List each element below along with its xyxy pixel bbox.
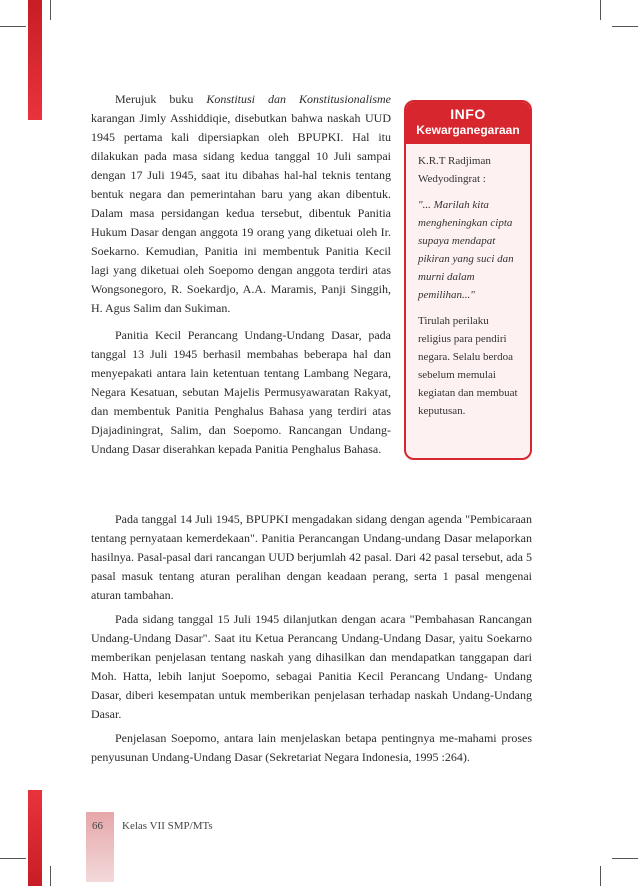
info-quote: "... Marilah kita mengheningkan cipta supaya mendapat pikiran yang suci dan murni dalam pemilihan..." — [418, 199, 514, 301]
crop-mark — [612, 858, 638, 859]
book-title: Konstitusi dan Konstitusionalisme — [206, 92, 391, 106]
info-box — [404, 100, 532, 460]
crop-mark — [600, 0, 601, 20]
body-paragraph — [91, 90, 391, 318]
body-paragraph: Pada sidang tanggal 15 Juli 1945 dilanjutkan dengan acara "Pembahasan Rancangan Undang-Undang Dasar". Saat itu Ketua Perancang Undang-Undang Dasar, yaitu Soekarno memberikan penjelasan tentang naskah yang dihasilkan dan mendapatkan tanggapan dari Moh. Hatta, lebih lanjut Soepomo, sebagai Panitia Kecil Perancang Undang- Undang Dasar, diberi kesempatan untuk memberikan penjelasan terhadap naskah Undang-Undang Dasar. — [91, 612, 532, 721]
page-number: 66 — [92, 820, 103, 832]
crop-mark — [0, 858, 26, 859]
info-speaker: K.R.T Radjiman Wedyodingrat : — [418, 155, 491, 185]
decorative-red-bar-bottom — [28, 790, 42, 886]
left-column-text — [91, 90, 391, 459]
paragraph-text: karangan Jimly Asshiddiqie, disebutkan bahwa naskah UUD 1945 pertama kali dipersiapkan oleh BPUPKI. Hal itu dilakukan pada masa sidang kedua tanggal 10 Juli sampai dengan 17 Juli 1945, saat itu dibahas hal-hal teknis tentang bentuk negara dan pemerintahan baru yang akan dibentuk. Dalam masa persidangan kedua tersebut, dibentuk Panitia Hukum Dasar dengan anggota 19 orang yang diketuai oleh Ir. Soekarno. Kemudian, Panitia ini membentuk Panitia Kecil lagi yang diketuai oleh Soepomo dengan anggota terdiri atas Wongsonegoro, R. Soekardjo, A.A. Maramis, Panji Singgih, H. Agus Salim dan Sukiman. — [91, 111, 391, 315]
intro-lead: Merujuk buku — [115, 92, 207, 106]
footer-text: Kelas VII SMP/MTs — [122, 820, 213, 832]
info-subtitle: Kewarganegaraan — [416, 123, 520, 137]
decorative-red-bar-top — [28, 0, 42, 120]
crop-mark — [50, 0, 51, 20]
info-title: INFO — [450, 106, 486, 122]
crop-mark — [600, 866, 601, 886]
body-paragraph: Panitia Kecil Perancang Undang-Undang Dasar, pada tanggal 13 Juli 1945 berhasil membahas beberapa hal dan menyepakati antara lain ketentuan tentang Lambang Negara, Negara Kesatuan, sebutan Majelis Permusyawaratan Rakyat, dan membentuk Panitia Penghalus Bahasa yang terdiri atas Djajadiningrat, Salim, dan Soepomo. Rancangan Undang-Undang Dasar diserahkan kepada Panitia Penghalus Bahasa. — [91, 328, 391, 456]
full-width-text — [91, 510, 532, 772]
info-header — [406, 102, 530, 144]
crop-mark — [612, 26, 638, 27]
crop-mark — [50, 866, 51, 886]
body-paragraph: Penjelasan Soepomo, antara lain menjelaskan betapa pentingnya me-mahami proses penyusunan Undang-Undang Dasar (Sekretariat Negara Indonesia, 1995 :264). — [91, 731, 532, 764]
crop-mark — [0, 26, 26, 27]
body-paragraph: Pada tanggal 14 Juli 1945, BPUPKI mengadakan sidang dengan agenda "Pembicaraan tentang pernyataan kemerdekaan". Panitia Perancangan Undang-undang Dasar melaporkan hasilnya. Pasal-pasal dari rancangan UUD berjumlah 42 pasal. Dari 42 pasal tersebut, ada 5 pasal masuk tentang aturan peralihan dengan keadaan perang, serta 1 pasal mengenai aturan tambahan. — [91, 512, 532, 602]
info-body — [406, 144, 530, 434]
info-note: Tirulah perilaku religius para pendiri negara. Selalu berdoa sebelum memulai kegiatan dan membuat keputusan. — [418, 315, 518, 417]
